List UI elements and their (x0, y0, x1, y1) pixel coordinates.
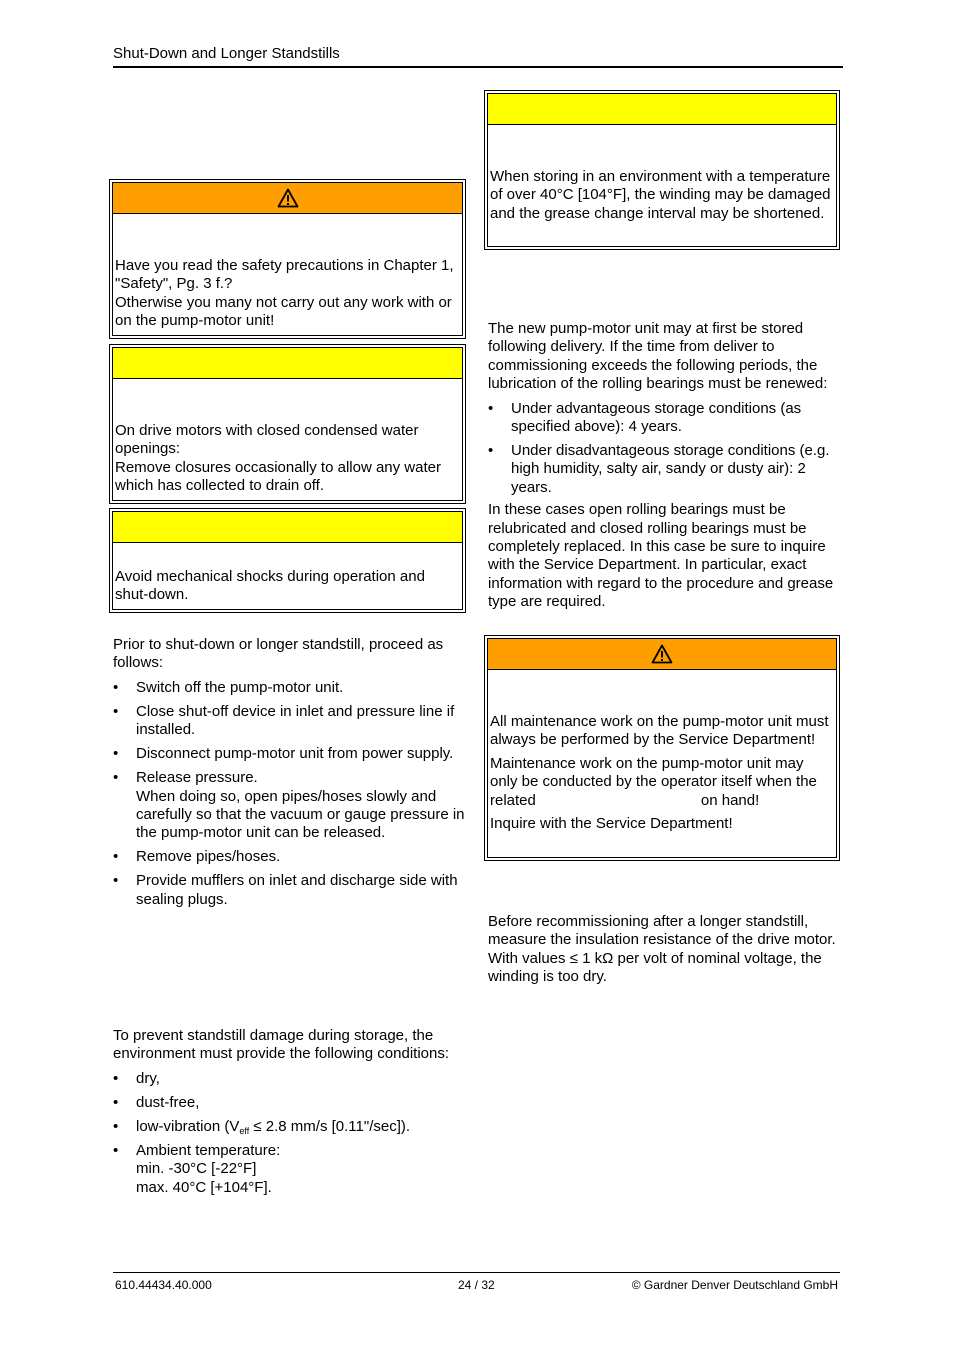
caution-bar (113, 512, 462, 543)
list-item: • Close shut-off device in inlet and pressure line if installed. (113, 703, 465, 740)
danger-box-maintenance (487, 638, 837, 858)
list-item: • Switch off the pump-motor unit. (113, 679, 465, 697)
warning-triangle-icon (651, 644, 673, 664)
list-item: • Remove pipes/hoses. (113, 848, 465, 866)
shutdown-steps-list (113, 679, 465, 909)
danger-text-2: Otherwise you many not carry out any work with or on the pump-motor unit! (115, 293, 452, 330)
shutdown-intro: Prior to shut-down or longer standstill, proceed as follows: (113, 636, 444, 672)
list-item: • dust-free, (113, 1094, 465, 1112)
storage-intro: To prevent standstill damage during storage, the environment must provide the following conditions: (113, 1027, 450, 1063)
page-number: 24 / 32 (458, 1278, 495, 1292)
danger-box-safety (112, 182, 463, 336)
storage-conditions-list (113, 1070, 465, 1197)
warning-triangle-icon (277, 188, 299, 208)
caution-bar (113, 348, 462, 379)
recommission-section (488, 913, 840, 987)
list-item: • Ambient temperature: min. -30°C [-22°F] max. 40°C [+104°F]. (113, 1142, 465, 1197)
danger-text-1: Have you read the safety precautions in Chapter 1, "Safety", Pg. 3 f.? (115, 257, 454, 293)
caution-bar (488, 94, 836, 125)
list-item: • Under advantageous storage conditions (as specified above): 4 years. (488, 400, 842, 437)
page-header-title: Shut-Down and Longer Standstills (113, 45, 340, 62)
storage-periods-list (488, 400, 842, 498)
list-item: • dry, (113, 1070, 465, 1088)
danger-text-3: Inquire with the Service Department! (490, 815, 733, 833)
footer-rule (113, 1272, 840, 1273)
danger-text-1: All maintenance work on the pump-motor unit must always be performed by the Service Department! (490, 713, 829, 749)
caution-box-condensed-water (112, 347, 463, 501)
shutdown-section (113, 636, 465, 915)
danger-bar (488, 639, 836, 670)
list-item: • Release pressure. When doing so, open pipes/hoses slowly and carefully so that the vacuum or gauge pressure in the pump-motor unit can be released. (113, 769, 465, 843)
header-rule (113, 66, 843, 68)
list-item: • low-vibration ($V_{eff} \le 2.8$ mm/s [0.11"/sec]). (113, 1118, 465, 1136)
danger-text-2: Maintenance work on the pump-motor unit may only be conducted by the operator itself when the related on hand! (490, 754, 817, 809)
list-item: • Under disadvantageous storage conditions (e.g. high humidity, salty air, sandy or dusty air): 2 years. (488, 442, 842, 497)
caution-text-1: On drive motors with closed condensed water openings: (115, 422, 419, 458)
caution-text-2: Remove closures occasionally to allow any water which has collected to drain off. (115, 458, 441, 495)
copyright: © Gardner Denver Deutschland GmbH (631, 1278, 838, 1292)
doc-number: 610.44434.40.000 (115, 1278, 212, 1292)
caution-box-shocks (112, 511, 463, 610)
release-pressure-detail: When doing so, open pipes/hoses slowly and carefully so that the vacuum or gauge pressure in the pump-motor unit can be released. (136, 787, 465, 842)
caution-box-temperature (487, 93, 837, 247)
storage-text: The new pump-motor unit may at first be stored following delivery. If the time from deliver to commissioning exceeds the following periods, the lubrication of the rolling bearings must be renewed: (488, 320, 828, 393)
danger-bar (113, 183, 462, 214)
caution-text: Avoid mechanical shocks during operation and shut-down. (115, 568, 425, 604)
caution-text: When storing in an environment with a temperature of over 40°C [104°F], the winding may be damaged and the grease change interval may be shortened. (490, 168, 831, 222)
list-item: • Disconnect pump-motor unit from power supply. (113, 745, 465, 763)
relubricate-text: In these cases open rolling bearings must be relubricated and closed rolling bearings must be completely replaced. In this case be sure to inquire with the Service Department. In particular, exact information with regard to the procedure and grease type are required. (488, 501, 834, 611)
storage-section (113, 1027, 465, 1203)
bearing-storage-section (488, 320, 842, 612)
list-item: • Provide mufflers on inlet and discharge side with sealing plugs. (113, 872, 465, 909)
recommission-text: Before recommissioning after a longer standstill, measure the insulation resistance of the drive motor. With values ≤ 1 kΩ per volt of nominal voltage, the winding is too dry. (488, 913, 836, 986)
